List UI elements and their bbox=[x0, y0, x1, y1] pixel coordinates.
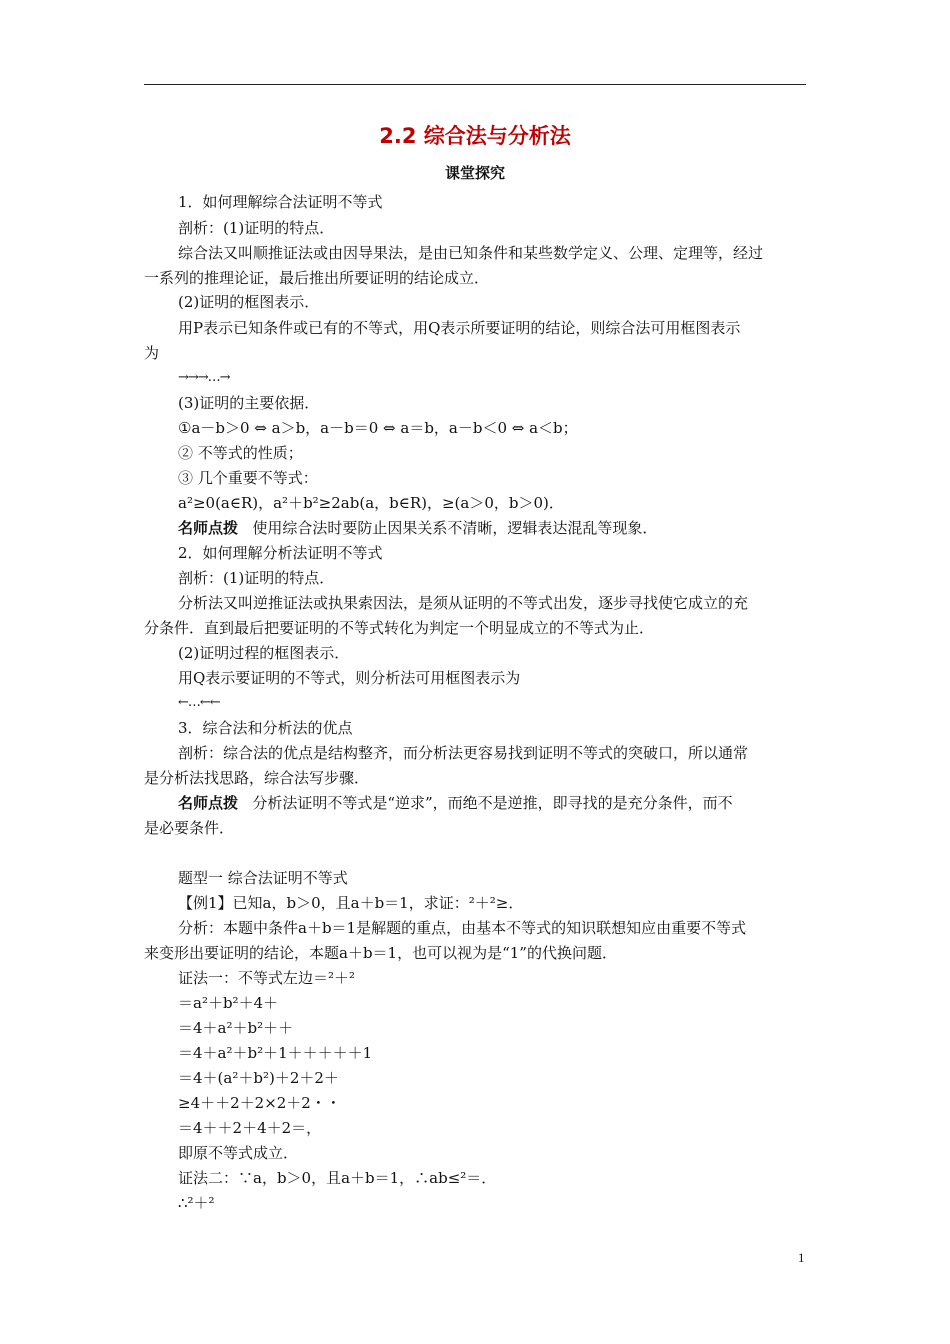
tip-label: 名师点拨 bbox=[178, 519, 239, 537]
text-line: a²≥0(a∈R)，a²＋b²≥2ab(a，b∈R)，≥(a＞0，b＞0)． bbox=[178, 494, 564, 512]
proof-line: ＝4＋a²＋b²＋＋ bbox=[178, 1019, 294, 1037]
proof-line: ∴²＋² bbox=[178, 1194, 215, 1212]
text-line: 剖析：综合法的优点是结构整齐，而分析法更容易找到证明不等式的突破口，所以通常 bbox=[178, 744, 749, 762]
page-number: 1 bbox=[798, 1250, 805, 1265]
text-line: (3)证明的主要依据． bbox=[178, 394, 320, 412]
text-line: 为 bbox=[144, 344, 160, 362]
teacher-tip bbox=[178, 518, 657, 538]
text-line: 一系列的推理论证，最后推出所要证明的结论成立． bbox=[144, 269, 490, 287]
teacher-tip bbox=[178, 793, 733, 813]
section-subtitle: 课堂探究 bbox=[444, 164, 505, 182]
proof-line: ＝4＋a²＋b²＋1＋＋＋＋＋1 bbox=[178, 1044, 373, 1062]
text-line: 用Q表示要证明的不等式，则分析法可用框图表示为 bbox=[178, 669, 521, 687]
text-line: 分析法又叫逆推证法或执果索因法，是须从证明的不等式出发，逐步寻找使它成立的充 bbox=[178, 594, 749, 612]
question-1-heading: 1．如何理解综合法证明不等式 bbox=[178, 193, 383, 211]
question-3-heading: 3．综合法和分析法的优点 bbox=[178, 719, 353, 737]
text-line: ③ 几个重要不等式： bbox=[178, 469, 318, 487]
text-line: ①a－b＞0 ⇔ a＞b，a－b＝0 ⇔ a＝b，a－b＜0 ⇔ a＜b； bbox=[178, 419, 578, 437]
proof-line: ＝4＋＋2＋4＋2＝， bbox=[178, 1119, 322, 1137]
text-line: (2)证明的框图表示． bbox=[178, 293, 320, 311]
text-line: 综合法又叫顺推证法或由因导果法，是由已知条件和某些数学定义、公理、定理等，经过 bbox=[178, 244, 764, 262]
text-line: 是必要条件． bbox=[144, 819, 235, 837]
proof-line: 即原不等式成立． bbox=[178, 1144, 299, 1162]
proof-line: ≥4＋＋2＋2×2＋2・・ bbox=[178, 1094, 341, 1112]
tip-label: 名师点拨 bbox=[178, 794, 239, 812]
question-2-heading: 2．如何理解分析法证明不等式 bbox=[178, 544, 383, 562]
page-title: 2.2 综合法与分析法 bbox=[379, 124, 571, 148]
text-line: 来变形出要证明的结论，本题a＋b＝1，也可以视为是“1”的代换问题． bbox=[144, 944, 617, 962]
proof-line: ＝a²＋b²＋4＋ bbox=[178, 994, 279, 1012]
text-line: (2)证明过程的框图表示． bbox=[178, 644, 350, 662]
text-line: 剖析：(1)证明的特点． bbox=[178, 219, 335, 237]
proof-line: 证法一：不等式左边＝²＋² bbox=[178, 969, 356, 987]
text-line: 分条件．直到最后把要证明的不等式转化为判定一个明显成立的不等式为止． bbox=[144, 619, 655, 637]
header-rule bbox=[144, 84, 806, 85]
text-line: 是分析法找思路，综合法写步骤． bbox=[144, 769, 370, 787]
tip-text: 使用综合法时要防止因果关系不清晰，逻辑表达混乱等现象． bbox=[252, 519, 658, 537]
proof-line: ＝4＋(a²＋b²)＋2＋2＋ bbox=[178, 1069, 339, 1087]
example-1: 【例1】已知a，b＞0，且a＋b＝1，求证：²＋²≥． bbox=[178, 894, 524, 912]
flow-arrows: →→→…→ bbox=[178, 370, 230, 385]
text-line: ② 不等式的性质； bbox=[178, 444, 303, 462]
tip-text: 分析法证明不等式是“逆求”，而绝不是逆推，即寻找的是充分条件，而不 bbox=[252, 794, 733, 812]
text-line: 分析：本题中条件a＋b＝1是解题的重点，由基本不等式的知识联想知应由重要不等式 bbox=[178, 919, 747, 937]
text-line: 用P表示已知条件或已有的不等式，用Q表示所要证明的结论，则综合法可用框图表示 bbox=[178, 319, 741, 337]
proof-line: 证法二：∵a，b＞0，且a＋b＝1，∴ab≤²＝． bbox=[178, 1169, 497, 1187]
text-line: 剖析：(1)证明的特点． bbox=[178, 569, 335, 587]
flow-arrows: ←…←← bbox=[178, 695, 220, 710]
problem-type-heading: 题型一 综合法证明不等式 bbox=[178, 869, 348, 887]
